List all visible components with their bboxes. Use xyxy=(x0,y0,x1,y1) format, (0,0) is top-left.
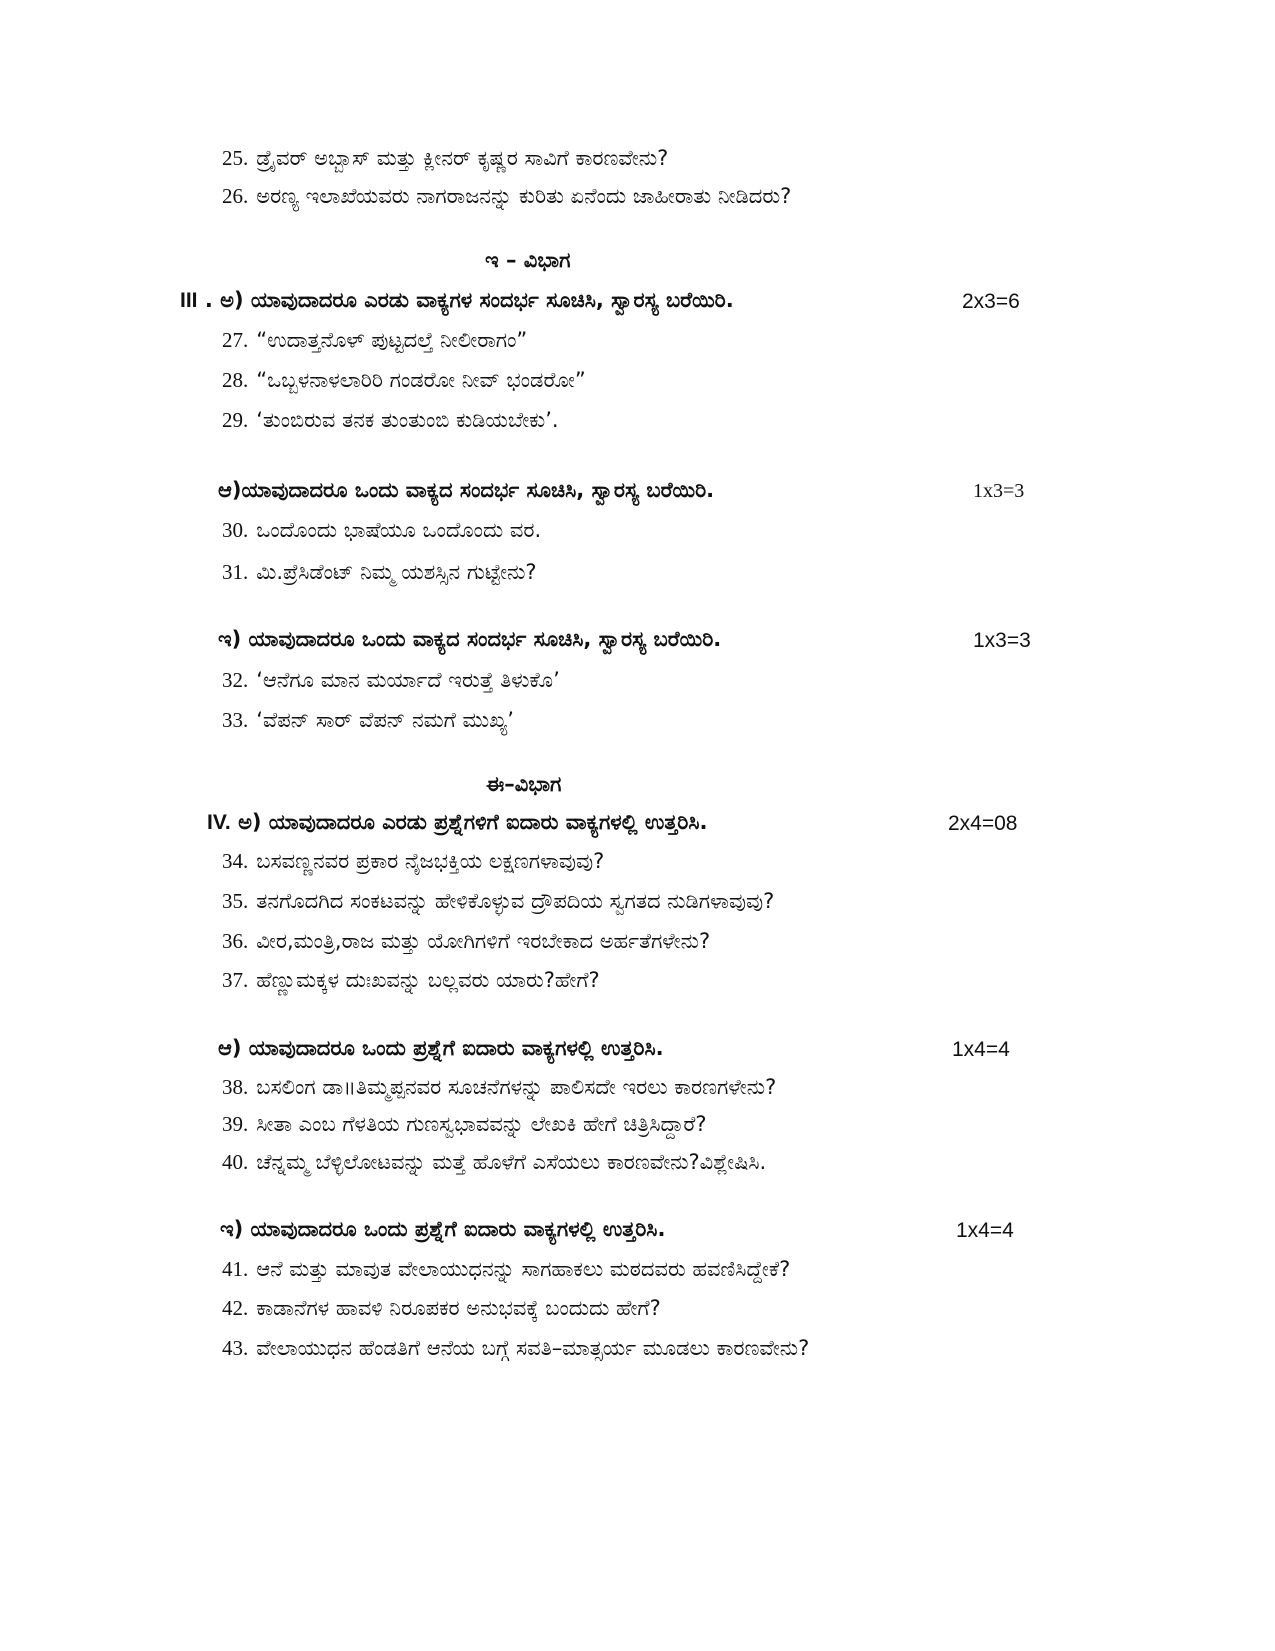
q4-aa-heading: ಆ) ಯಾವುದಾದರೂ ಒಂದು ಪ್ರಶ್ನೆಗೆ ಐದಾರು ವಾಕ್ಯಗಳಲ್ಲಿ ಉತ್ತರಿಸಿ. xyxy=(218,1036,664,1060)
question-number: 34. xyxy=(222,849,249,873)
question-text: ಕಾಡಾನೆಗಳ ಹಾವಳಿ ನಿರೂಪಕರ ಅನುಭವಕ್ಕೆ ಬಂದುದು ಹೇಗೆ? xyxy=(256,1296,661,1320)
question-number: 42. xyxy=(222,1296,249,1320)
question-number: 26. xyxy=(222,184,249,208)
question-39 xyxy=(222,1112,707,1137)
q4-a-heading xyxy=(207,810,707,835)
question-number: 30. xyxy=(222,518,249,542)
question-number: 27. xyxy=(222,328,249,352)
question-number: 28. xyxy=(222,368,249,392)
marks-q4-aa: 1x4=4 xyxy=(952,1038,1010,1061)
question-number: 37. xyxy=(222,968,249,992)
question-38 xyxy=(222,1075,776,1100)
question-text: ತನಗೊದಗಿದ ಸಂಕಟವನ್ನು ಹೇಳಿಕೊಳ್ಳುವ ದ್ರೌಪದಿಯ ಸ್ವಗತದ ನುಡಿಗಳಾವುವು? xyxy=(256,889,775,913)
question-text: ವೀರ,ಮಂತ್ರಿ,ರಾಜ ಮತ್ತು ಯೋಗಿಗಳಿಗೆ ಇರಬೇಕಾದ ಅರ್ಹತೆಗಳೇನು? xyxy=(256,929,711,953)
heading-text: . ಅ) ಯಾವುದಾದರೂ ಎರಡು ವಾಕ್ಯಗಳ ಸಂದರ್ಭ ಸೂಚಿಸಿ, ಸ್ವಾರಸ್ಯ ಬರೆಯಿರಿ. xyxy=(204,288,734,312)
roman-numeral-iii: III xyxy=(180,289,198,312)
question-27 xyxy=(222,328,527,353)
marks-q3-aa: 1x3=3 xyxy=(973,480,1025,502)
question-26 xyxy=(222,184,791,209)
question-28 xyxy=(222,368,586,393)
question-number: 38. xyxy=(222,1075,249,1099)
question-text: ವೇಲಾಯುಧನ ಹೆಂಡತಿಗೆ ಆನೆಯ ಬಗ್ಗೆ ಸವತಿ–ಮಾತ್ಸರ್ಯ ಮೂಡಲು ಕಾರಣವೇನು? xyxy=(256,1336,810,1360)
q4-i-heading: ಇ) ಯಾವುದಾದರೂ ಒಂದು ಪ್ರಶ್ನೆಗೆ ಐದಾರು ವಾಕ್ಯಗಳಲ್ಲಿ ಉತ್ತರಿಸಿ. xyxy=(220,1217,666,1241)
question-number: 36. xyxy=(222,929,249,953)
question-number: 35. xyxy=(222,889,249,913)
question-number: 40. xyxy=(222,1150,249,1174)
marks-q3-i: 1x3=3 xyxy=(973,629,1031,652)
roman-numeral-iv: IV. xyxy=(207,811,231,834)
question-text: “ಒಬ್ಬಳನಾಳಲಾರಿರಿ ಗಂಡರೋ ನೀವ್ ಭಂಡರೋ” xyxy=(256,368,586,392)
question-text: ಹೆಣ್ಣುಮಕ್ಕಳ ದುಃಖವನ್ನು ಬಲ್ಲವರು ಯಾರು?ಹೇಗೆ? xyxy=(256,968,600,992)
question-number: 43. xyxy=(222,1336,249,1360)
question-text: ‘ತುಂಬಿರುವ ತನಕ ತುಂತುಂಬಿ ಕುಡಿಯಬೇಕು’. xyxy=(256,408,559,432)
question-43 xyxy=(222,1336,809,1361)
question-30 xyxy=(222,518,541,543)
question-number: 39. xyxy=(222,1112,249,1136)
question-33 xyxy=(222,708,514,733)
section-title-i: ಇ – ವಿಭಾಗ xyxy=(485,248,571,272)
question-number: 25. xyxy=(222,146,249,170)
question-number: 33. xyxy=(222,708,249,732)
question-text: ಅರಣ್ಯ ಇಲಾಖೆಯವರು ನಾಗರಾಜನನ್ನು ಕುರಿತು ಏನೆಂದು ಜಾಹೀರಾತು ನೀಡಿದರು? xyxy=(256,184,792,208)
question-text: ‘ಆನೆಗೂ ಮಾನ ಮರ್ಯಾದೆ ಇರುತ್ತೆ ತಿಳುಕೊ’ xyxy=(256,668,560,692)
question-text: ಬಸಲಿಂಗ ಡಾ॥ತಿಮ್ಮಪ್ಪನವರ ಸೂಚನೆಗಳನ್ನು ಪಾಲಿಸದೇ ಇರಲು ಕಾರಣಗಳೇನು? xyxy=(256,1075,777,1099)
question-number: 31. xyxy=(222,560,249,584)
question-42 xyxy=(222,1296,661,1321)
question-text: ಡ್ರೈವರ್ ಅಬ್ಬಾಸ್ ಮತ್ತು ಕ್ಲೀನರ್ ಕೃಷ್ಣರ ಸಾವಿಗೆ ಕಾರಣವೇನು? xyxy=(256,146,669,170)
question-35 xyxy=(222,889,774,914)
question-36 xyxy=(222,929,710,954)
heading-text: ಅ) ಯಾವುದಾದರೂ ಎರಡು ಪ್ರಶ್ನೆಗಳಿಗೆ ಐದಾರು ವಾಕ್ಯಗಳಲ್ಲಿ ಉತ್ತರಿಸಿ. xyxy=(238,810,708,834)
question-text: ಆನೆ ಮತ್ತು ಮಾವುತ ವೇಲಾಯುಧನನ್ನು ಸಾಗಹಾಕಲು ಮಠದವರು ಹವಣಿಸಿದ್ದೇಕೆ? xyxy=(256,1257,791,1281)
question-number: 32. xyxy=(222,668,249,692)
question-31 xyxy=(222,560,537,585)
question-29 xyxy=(222,408,559,433)
section-title-ii: ಈ–ವಿಭಾಗ xyxy=(486,772,562,796)
question-41 xyxy=(222,1257,790,1282)
question-25 xyxy=(222,146,668,171)
question-number: 41. xyxy=(222,1257,249,1281)
question-40 xyxy=(222,1150,766,1175)
q3-i-heading: ಇ) ಯಾವುದಾದರೂ ಒಂದು ವಾಕ್ಯದ ಸಂದರ್ಭ ಸೂಚಿಸಿ, ಸ್ವಾರಸ್ಯ ಬರೆಯಿರಿ. xyxy=(218,627,722,651)
marks-q4-a: 2x4=08 xyxy=(948,812,1018,835)
q3-a-heading xyxy=(180,288,734,313)
question-text: ಮಿ.ಪ್ರೆಸಿಡೆಂಟ್ ನಿಮ್ಮ ಯಶಸ್ಸಿನ ಗುಟ್ಟೇನು? xyxy=(256,560,537,584)
marks-q4-i: 1x4=4 xyxy=(956,1219,1014,1242)
question-number: 29. xyxy=(222,408,249,432)
question-text: ಚೆನ್ನಮ್ಮ ಬೆಳ್ಳಿಲೋಟವನ್ನು ಮತ್ತೆ ಹೊಳೆಗೆ ಎಸೆಯಲು ಕಾರಣವೇನು?ವಿಶ್ಲೇಷಿಸಿ. xyxy=(256,1150,767,1174)
question-34 xyxy=(222,849,604,874)
question-text: ಒಂದೊಂದು ಭಾಷೆಯೂ ಒಂದೊಂದು ವರ. xyxy=(256,518,542,542)
q3-aa-heading: ಆ)ಯಾವುದಾದರೂ ಒಂದು ವಾಕ್ಯದ ಸಂದರ್ಭ ಸೂಚಿಸಿ, ಸ್ವಾರಸ್ಯ ಬರೆಯಿರಿ. xyxy=(218,478,715,502)
question-text: “ಉದಾತ್ತನೊಳ್ ಪುಟ್ಟದಲ್ತೆ ನೀಲೀರಾಗಂ” xyxy=(256,328,528,352)
question-text: ಸೀತಾ ಎಂಬ ಗೆಳತಿಯ ಗುಣಸ್ವಭಾವವನ್ನು ಲೇಖಕಿ ಹೇಗೆ ಚಿತ್ರಿಸಿದ್ದಾರೆ? xyxy=(256,1112,707,1136)
question-text: ಬಸವಣ್ಣನವರ ಪ್ರಕಾರ ನೈಜಭಕ್ತಿಯ ಲಕ್ಷಣಗಳಾವುವು? xyxy=(256,849,605,873)
marks-q3-a: 2x3=6 xyxy=(962,290,1020,313)
question-37 xyxy=(222,968,600,993)
question-text: ‘ವೆಪನ್ ಸಾರ್ ವೆಪನ್ ನಮಗೆ ಮುಖ್ಯ’ xyxy=(256,708,514,732)
question-32 xyxy=(222,668,560,693)
